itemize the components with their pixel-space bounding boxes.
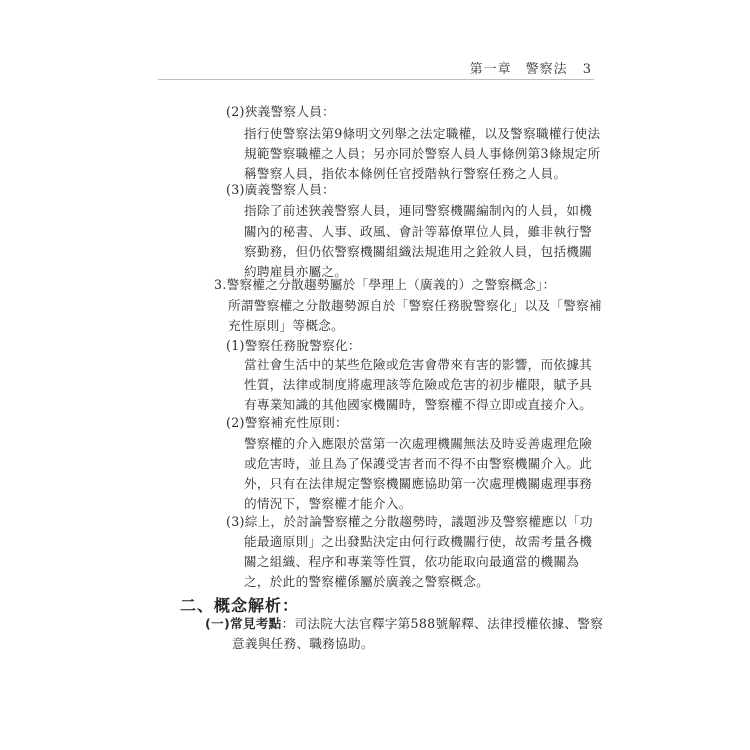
item-3-intro-line: 所謂警察權之分散趨勢源自於「警察任務脫警察化」以及「警察補	[228, 298, 602, 313]
sub-3-line: 之，於此的警察權係屬於廣義之警察概念。	[244, 574, 489, 589]
sub-2-line: 或危害時，並且為了保護受害者而不得不由警察機關介入。此	[244, 456, 593, 471]
section-3-line: 關內的秘書、人事、政風、會計等幕僚單位人員，雖非執行警	[244, 224, 593, 239]
running-header	[470, 58, 592, 77]
sub-3-line: 關之組織、程序和專業等性質，依功能取向最適當的機關為	[244, 554, 580, 569]
item-3-title: 3.警察權之分散趨勢屬於「學理上（廣義的）之警察概念」：	[214, 277, 556, 292]
sub-1-line: 性質，法律或制度將處理該等危險或危害的初步權限，賦予具	[244, 377, 593, 392]
item-3-intro-line: 充性原則」等概念。	[228, 318, 345, 333]
sub-1-title: (1)警察任務脫警察化：	[226, 338, 361, 353]
sub-2-line: 外，只有在法律規定警察機關應協助第一次處理機關處理事務	[244, 476, 593, 491]
section-2-line: 稱警察人員，指依本條例任官授階執行警察任務之人員。	[244, 166, 567, 181]
common-points-label: (一)常見考點	[205, 616, 282, 631]
chapter-title: 第一章 警察法	[469, 62, 568, 77]
sub-3-line: (3)綜上，於討論警察權之分散趨勢時，議題涉及警察權應以「功	[226, 514, 593, 529]
common-points-line	[205, 614, 603, 634]
sub-2-title: (2)警察補充性原則：	[226, 415, 348, 430]
section-2-line: 規範警察職權之人員；另亦同於警察人員人事條例第3條規定所	[244, 146, 601, 161]
common-points-text: 司法院大法官釋字第588號解釋、法律授權依據、警察	[294, 616, 604, 631]
sub-2-line: 警察權的介入應限於當第一次處理機關無法及時妥善處理危險	[244, 436, 593, 451]
section-3-line: 察勤務，但仍依警察機關組織法規進用之銓敘人員，包括機關	[244, 244, 593, 259]
common-points-line-2: 意義與任務、職務協助。	[232, 636, 374, 651]
page-number: 3	[582, 62, 592, 77]
sub-1-line: 當社會生活中的某些危險或危害會帶來有害的影響，而依據其	[244, 357, 593, 372]
section-3-line: 約聘雇員亦屬之。	[244, 264, 348, 279]
sub-2-line: 的情況下，警察權才能介入。	[244, 496, 412, 511]
section-heading: 二、概念解析：	[180, 596, 300, 615]
section-3-title: (3)廣義警察人員：	[226, 182, 335, 197]
section-2-line: 指行使警察法第9條明文列舉之法定職權，以及警察職權行使法	[244, 126, 601, 141]
sub-3-line: 能最適原則」之出發點決定由何行政機關行使，故需考量各機	[244, 534, 593, 549]
section-2-title: (2)狹義警察人員：	[226, 104, 335, 119]
header-rule	[158, 79, 594, 80]
common-points-colon: ：	[281, 616, 295, 631]
sub-1-line: 有專業知識的其他國家機關時，警察權不得立即或直接介入。	[244, 397, 593, 412]
section-3-line: 指除了前述狹義警察人員，連同警察機關編制內的人員，如機	[244, 203, 593, 218]
